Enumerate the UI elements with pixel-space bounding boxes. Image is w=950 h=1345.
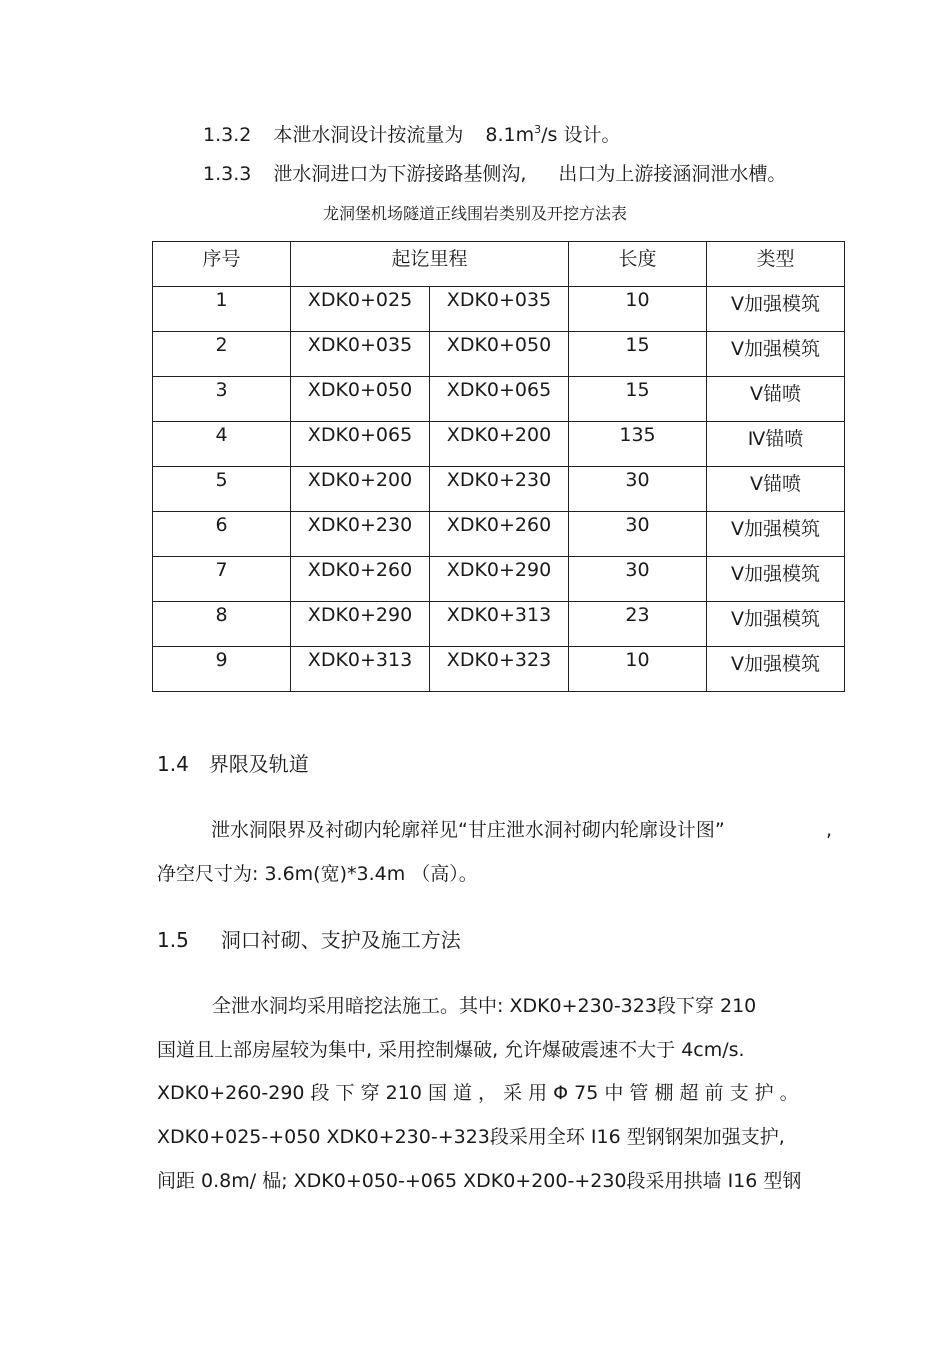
row-start: XDK0+025 <box>291 287 430 332</box>
section-text: 本泄水洞设计按流量为 <box>273 124 464 146</box>
para-1-5-line-3: XDK0+260-290 段 下 穿 210 国 道 ， 采 用 Φ 75 中 管 棚 超 前 支 护 。 <box>157 1082 799 1104</box>
section-number: 1.3.2 <box>203 124 252 146</box>
row-type: Ⅴ加强模筑 <box>707 602 845 647</box>
row-end: XDK0+260 <box>430 512 569 557</box>
header-mileage: 起讫里程 <box>291 242 569 287</box>
table-row <box>153 287 845 332</box>
row-start: XDK0+035 <box>291 332 430 377</box>
header-index: 序号 <box>153 242 291 287</box>
section-text: 泄水洞进口为下游接路基侧沟, <box>273 163 527 185</box>
row-length: 30 <box>569 512 707 557</box>
table-row <box>153 557 845 602</box>
row-start: XDK0+230 <box>291 512 430 557</box>
row-length: 135 <box>569 422 707 467</box>
heading-1-5 <box>157 928 461 952</box>
heading-number: 1.4 <box>157 752 189 776</box>
section-1-3-2 <box>203 118 620 147</box>
superscript: 3 <box>534 123 542 136</box>
row-end: XDK0+200 <box>430 422 569 467</box>
flow-value: 8.1m <box>485 124 535 146</box>
section-text-end: /s 设计。 <box>541 124 621 146</box>
row-end: XDK0+065 <box>430 377 569 422</box>
row-start: XDK0+313 <box>291 647 430 692</box>
para-1-5-line-5: 间距 0.8m/ 榀; XDK0+050-+065 XDK0+200-+230段采用拱墙 I16 型钢 <box>157 1170 802 1192</box>
para-1-5-line-2: 国道且上部房屋较为集中, 采用控制爆破, 允许爆破震速不大于 4cm/s. <box>157 1039 745 1061</box>
section-1-3-3 <box>203 162 786 186</box>
surrounding-rock-table <box>152 241 845 692</box>
row-end: XDK0+050 <box>430 332 569 377</box>
row-type: Ⅴ锚喷 <box>707 467 845 512</box>
row-end: XDK0+323 <box>430 647 569 692</box>
table-header-row <box>153 242 845 287</box>
row-type: Ⅴ加强模筑 <box>707 647 845 692</box>
row-index: 5 <box>153 467 291 512</box>
row-type: Ⅴ加强模筑 <box>707 332 845 377</box>
heading-title: 洞口衬砌、支护及施工方法 <box>220 928 461 952</box>
row-start: XDK0+260 <box>291 557 430 602</box>
row-length: 30 <box>569 467 707 512</box>
para-1-5-line-1: 全泄水洞均采用暗挖法施工。其中: XDK0+230-323段下穿 210 <box>212 995 757 1017</box>
row-index: 2 <box>153 332 291 377</box>
table-row <box>153 377 845 422</box>
para-1-4-line-2: 净空尺寸为: 3.6m(宽)*3.4m （高）。 <box>157 863 478 885</box>
section-number: 1.3.3 <box>203 163 252 185</box>
table-row <box>153 467 845 512</box>
row-start: XDK0+065 <box>291 422 430 467</box>
para-1-5-line-4: XDK0+025-+050 XDK0+230-+323段采用全环 I16 型钢钢架加强支护, <box>157 1126 785 1148</box>
row-index: 6 <box>153 512 291 557</box>
table-row <box>153 332 845 377</box>
row-index: 8 <box>153 602 291 647</box>
heading-1-4 <box>157 752 309 776</box>
table-caption: 龙洞堡机场隧道正线围岩类别及开挖方法表 <box>322 204 627 223</box>
row-length: 15 <box>569 332 707 377</box>
heading-title: 界限及轨道 <box>208 752 309 776</box>
row-index: 3 <box>153 377 291 422</box>
section-text-end: 出口为上游接涵洞泄水槽。 <box>558 163 787 185</box>
row-type: Ⅴ加强模筑 <box>707 557 845 602</box>
table-row <box>153 647 845 692</box>
row-length: 10 <box>569 647 707 692</box>
header-length: 长度 <box>569 242 707 287</box>
row-length: 15 <box>569 377 707 422</box>
table-row <box>153 512 845 557</box>
row-type: Ⅳ锚喷 <box>707 422 845 467</box>
row-type: Ⅴ加强模筑 <box>707 287 845 332</box>
table-row <box>153 602 845 647</box>
row-end: XDK0+230 <box>430 467 569 512</box>
para-1-4-comma: , <box>826 819 833 841</box>
row-index: 9 <box>153 647 291 692</box>
row-start: XDK0+200 <box>291 467 430 512</box>
row-start: XDK0+290 <box>291 602 430 647</box>
row-end: XDK0+290 <box>430 557 569 602</box>
row-index: 1 <box>153 287 291 332</box>
row-index: 7 <box>153 557 291 602</box>
row-type: Ⅴ加强模筑 <box>707 512 845 557</box>
header-type: 类型 <box>707 242 845 287</box>
row-length: 10 <box>569 287 707 332</box>
row-end: XDK0+035 <box>430 287 569 332</box>
para-text: 泄水洞限界及衬砌内轮廓祥见“甘庄泄水洞衬砌内轮廓设计图” <box>211 819 725 841</box>
row-length: 23 <box>569 602 707 647</box>
table-row <box>153 422 845 467</box>
row-length: 30 <box>569 557 707 602</box>
heading-number: 1.5 <box>157 928 189 952</box>
row-end: XDK0+313 <box>430 602 569 647</box>
row-type: Ⅴ锚喷 <box>707 377 845 422</box>
row-start: XDK0+050 <box>291 377 430 422</box>
row-index: 4 <box>153 422 291 467</box>
para-1-4-line-1 <box>211 818 725 842</box>
